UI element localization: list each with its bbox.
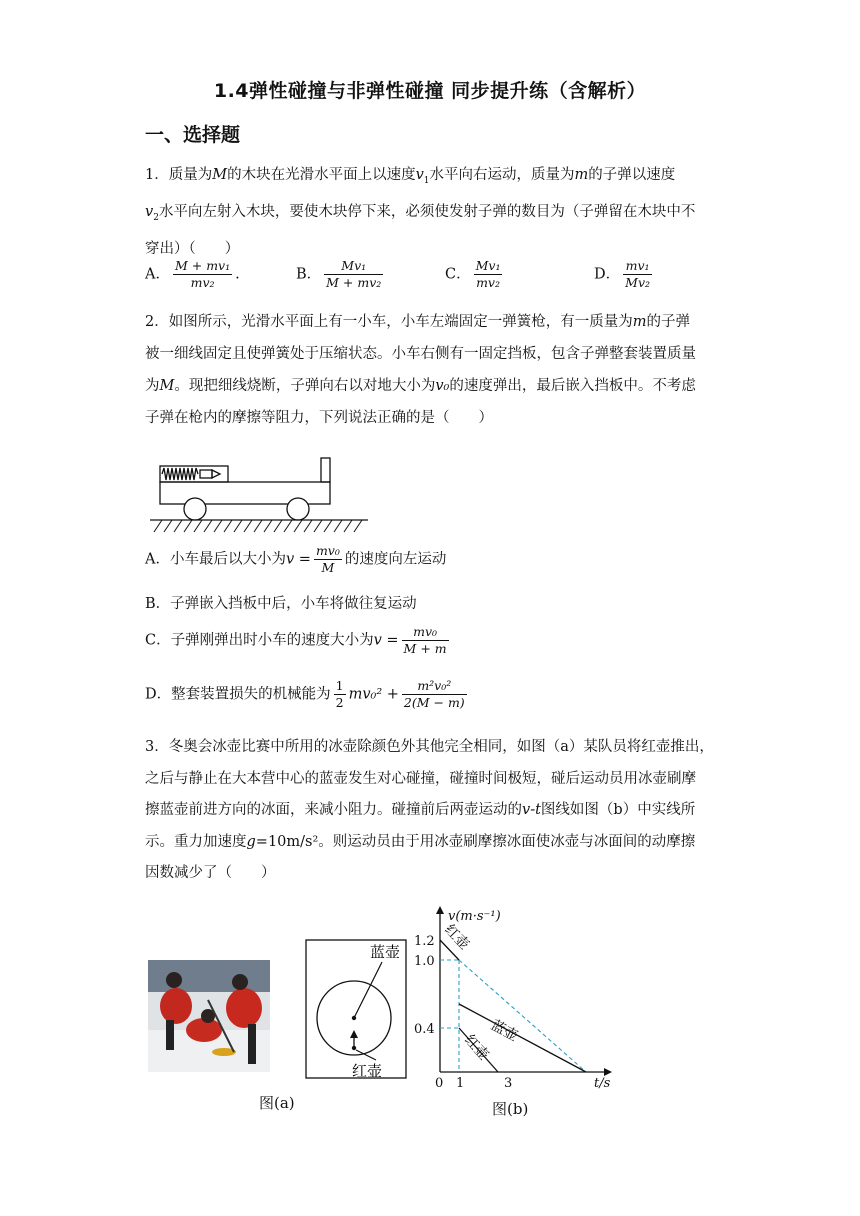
q1-option-b[interactable]: B． $\frac{\text{Mv₁}}{\text{M + mv₂}}$ [296,258,382,290]
curling-photo [148,960,270,1072]
q1-option-c[interactable]: C． $\frac{\text{Mv₁}}{\text{mv₂}}$ [445,258,501,290]
blue-stone-curve-label: 蓝壶 [488,1017,521,1045]
q2-option-a[interactable]: A．小车最后以大小为v = $\frac{\text{mv₀}}{M}$ 的速度向左运动 [145,543,447,575]
question-3 [145,732,715,890]
cart-diagram [148,452,370,534]
q1-option-d[interactable]: D． $\frac{\text{mv₁}}{\text{Mv₂}}$ [594,258,651,290]
q2-line2: 被一细线固定且使弹簧处于压缩状态。小车右侧有一固定挡板，包含子弹整套装置质量 [145,346,696,362]
q1-line3: 穿出）（ ） [145,240,240,257]
wheel-left [184,498,206,520]
figure-b-label: 图(b) [492,1100,529,1118]
bullet-tip [212,470,220,478]
q1-option-a[interactable]: A． $\frac{\text{M + mv₁}}{\text{mv₂}}$ . [145,258,240,290]
page-title: 1.4弹性碰撞与非弹性碰撞 同步提升练（含解析） [213,80,647,102]
q2-line3: 为M。现把细线烧断，子弹向右以对地大小为v₀的速度弹出，最后嵌入挡板中。不考虑 [145,378,696,394]
tick-1: 1 [456,1076,465,1090]
red-stone-curve-label-top: 红壶 [441,921,473,953]
q2-option-d[interactable]: D．整套装置损失的机械能为 $\frac{1}{2}$ mv₀² + $\frac{\text{m²v₀²}}{2(M - m)}$ [145,678,465,710]
spring [162,468,198,480]
tick-0-4: 0.4 [414,1022,435,1037]
red-stone-label: 红壶 [352,1062,383,1080]
vt-graph [410,904,616,1090]
red-stone-dot [352,1046,356,1050]
q2-line1: 2．如图所示，光滑水平面上有一小车，小车左端固定一弹簧枪，有一质量为m的子弹 [145,314,690,330]
q3-line5: 因数减少了（ ） [145,865,276,881]
q3-line3: 擦蓝壶前进方向的冰面，来减小阻力。碰撞前后两壶运动的v-t图线如图（b）中实线所 [145,802,696,818]
q1-line2: $v_2$水平向左射入木块，要使木块停下来，必须使发射子弹的数目为（子弹留在木块中不 [145,203,696,223]
red-stone-curve-label-bottom: 红壶 [461,1031,492,1064]
wheel-right [287,498,309,520]
q2-option-b[interactable]: B．子弹嵌入挡板中后，小车将做往复运动 [145,596,417,612]
bullet [200,470,212,478]
y-axis-label: v(m·s⁻¹) [448,909,501,924]
section-heading: 一、选择题 [145,124,241,146]
house-diagram [300,930,412,1082]
q2-option-c[interactable]: C．子弹刚弹出时小车的速度大小为v = $\frac{\text{mv₀}}{M + m}$ [145,624,447,656]
barrier [321,458,330,482]
x-axis-arrow [604,1068,612,1076]
y-axis-arrow [436,906,444,914]
q3-line1: 3．冬奥会冰壶比赛中所用的冰壶除颜色外其他完全相同，如图（a）某队员将红壶推出， [145,739,714,755]
q3-line2: 之后与静止在大本营中心的蓝壶发生对心碰撞，碰撞时间极短，碰后运动员用冰壶刷摩 [145,770,696,787]
question-2 [145,306,715,434]
tick-0: 0 [435,1076,444,1090]
question-1 [145,160,715,265]
tick-1-2: 1.2 [414,934,435,949]
arrow-up-icon [350,1030,358,1038]
tick-3: 3 [504,1076,513,1090]
tick-1-0: 1.0 [414,954,435,969]
q1-line1: 1．质量为M的木块在光滑水平面上以速度$v_1$水平向右运动，质量为m的子弹以速度 [145,167,676,186]
q3-line4: 示。重力加速度g=10m/s²。则运动员由于用冰壶刷摩擦冰面使冰壶与冰面间的动摩擦 [145,833,696,850]
blue-stone-label: 蓝壶 [370,943,401,961]
q2-line4: 子弹在枪内的摩擦等阻力，下列说法正确的是（ ） [145,410,493,426]
x-axis-label: t/s [594,1076,611,1090]
figure-a-label: 图(a) [259,1094,295,1112]
